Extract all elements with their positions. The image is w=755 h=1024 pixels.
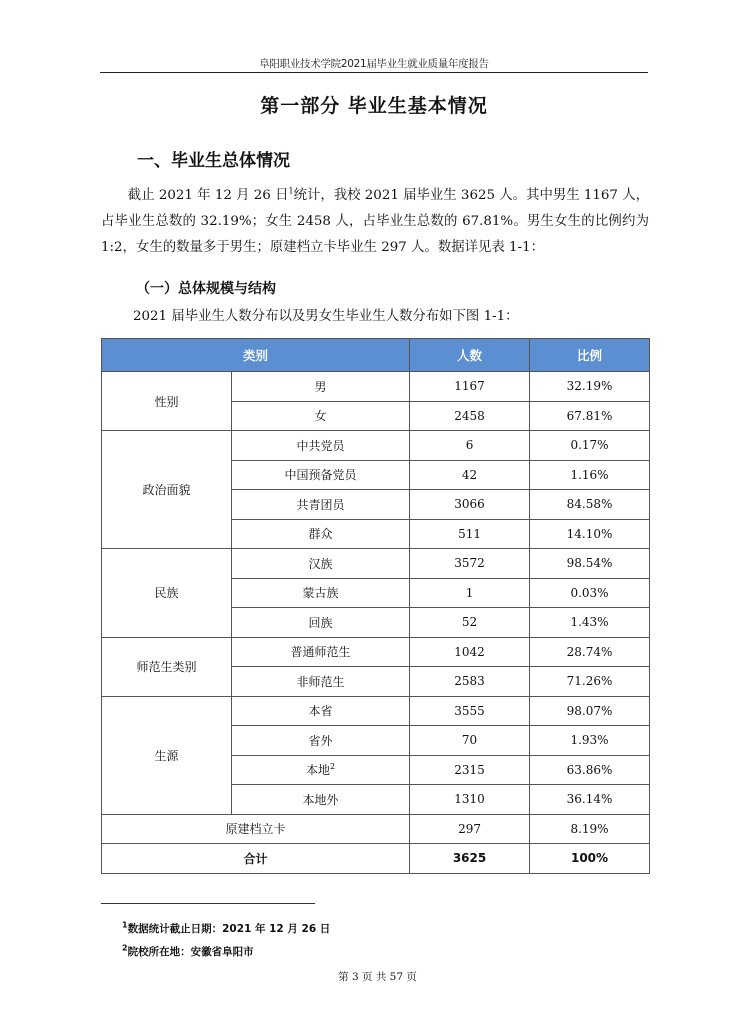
ratio-cell: 63.86% [530,755,650,785]
table-row [102,431,650,461]
ratio-cell: 14.10% [530,519,650,549]
subcategory-label: 本地外 [302,792,339,807]
footnote-1 [122,921,330,936]
ratio-cell: 0.03% [530,578,650,608]
header-category: 类别 [102,339,410,372]
subcategory-cell [232,608,410,638]
count-cell: 6 [410,431,530,461]
category-cell: 师范生类别 [102,637,232,696]
count-cell: 3572 [410,549,530,579]
ratio-cell: 28.74% [530,637,650,667]
footnote-ref-1: 1 [288,186,294,196]
subcategory-label: 非师范生 [296,674,345,689]
category-cell: 政治面貌 [102,431,232,549]
special-row-label: 原建档立卡 [102,814,410,844]
count-cell: 1310 [410,785,530,815]
total-row-ratio: 100% [530,844,650,874]
count-cell: 52 [410,608,530,638]
subcategory-label: 回族 [308,615,333,630]
special-row [102,814,650,844]
ratio-cell: 1.93% [530,726,650,756]
subcategory-cell [232,549,410,579]
ratio-cell: 98.07% [530,696,650,726]
footnote-text-2: 院校所在地：安徽省阜阳市 [127,946,254,958]
count-cell: 3066 [410,490,530,520]
subcategory-cell [232,637,410,667]
part-title: 第一部分 毕业生基本情况 [260,95,488,117]
subcategory-cell [232,755,410,785]
ratio-cell: 1.43% [530,608,650,638]
subcategory-cell [232,460,410,490]
subcategory-label: 群众 [308,527,333,542]
count-cell: 1042 [410,637,530,667]
running-header: 阜阳职业技术学院2021届毕业生就业质量年度报告 [259,58,489,70]
table-row [102,372,650,402]
total-row [102,844,650,874]
summary-paragraph [101,183,649,261]
footnote-mark-1: 1 [122,920,128,930]
ratio-cell: 98.54% [530,549,650,579]
subcategory-label: 普通师范生 [290,645,351,660]
subcategory-cell [232,372,410,402]
count-cell: 511 [410,519,530,549]
footnote-2 [122,944,254,959]
special-row-ratio: 8.19% [530,814,650,844]
subcategory-label: 中共党员 [296,438,345,453]
ratio-cell: 0.17% [530,431,650,461]
ratio-cell: 71.26% [530,667,650,697]
table-row [102,637,650,667]
count-cell: 42 [410,460,530,490]
count-cell: 1167 [410,372,530,402]
page-number: 第 3 页 共 57 页 [338,971,417,983]
ratio-cell: 32.19% [530,372,650,402]
count-cell: 1 [410,578,530,608]
subcategory-label: 共青团员 [296,497,345,512]
count-cell: 3555 [410,696,530,726]
subcategory-cell [232,431,410,461]
paragraph-text-rest: 统计，我校 2021 届毕业生 3625 人。其中男生 1167 人，占毕业生总数的 32.19%；女生 2458 人，占毕业生总数的 67.81%。男生女生的比例约为 1:2，女生的数量多于男生；原建档立卡毕业生 297 人。数据详见表 1-1： [101,188,649,255]
header-rule [100,72,648,73]
subcategory-label: 中国预备党员 [284,468,357,483]
ratio-cell: 36.14% [530,785,650,815]
subcategory-cell [232,726,410,756]
category-cell: 生源 [102,696,232,814]
ratio-cell: 84.58% [530,490,650,520]
subcategory-cell [232,696,410,726]
subcategory-cell [232,490,410,520]
ratio-cell: 1.16% [530,460,650,490]
subcategory-cell [232,785,410,815]
subcategory-cell [232,519,410,549]
header-ratio: 比例 [530,339,650,372]
subcategory-label: 蒙古族 [302,586,339,601]
count-cell: 2583 [410,667,530,697]
subcategory-cell [232,578,410,608]
count-cell: 2458 [410,401,530,431]
table-body [102,372,650,874]
subcategory-label: 汉族 [308,556,333,571]
table-header-row [102,339,650,372]
table-row [102,696,650,726]
section-title: 一、毕业生总体情况 [137,151,290,171]
total-row-count: 3625 [410,844,530,874]
subcategory-label: 本省 [308,704,333,719]
count-cell: 70 [410,726,530,756]
footnote-ref-2: 2 [329,762,336,772]
footnote-text-1: 数据统计截止日期：2021 年 12 月 26 日 [127,923,331,935]
category-cell: 性别 [102,372,232,431]
footnote-mark-2: 2 [122,943,128,953]
category-cell: 民族 [102,549,232,638]
table-intro: 2021 届毕业生人数分布以及男女生毕业生人数分布如下图 1-1： [133,309,519,324]
subcategory-label: 省外 [308,733,333,748]
subsection-title: （一）总体规模与结构 [136,281,276,297]
paragraph-text-start: 截止 2021 年 12 月 26 日 [127,188,289,203]
footnote-rule [101,903,315,904]
table-row [102,549,650,579]
total-row-label: 合计 [102,844,410,874]
special-row-count: 297 [410,814,530,844]
subcategory-label: 女 [314,409,327,424]
graduate-distribution-table [101,338,650,874]
subcategory-cell [232,667,410,697]
subcategory-label: 男 [314,379,327,394]
subcategory-label: 本地 [305,763,330,778]
header-count: 人数 [410,339,530,372]
subcategory-cell [232,401,410,431]
count-cell: 2315 [410,755,530,785]
ratio-cell: 67.81% [530,401,650,431]
